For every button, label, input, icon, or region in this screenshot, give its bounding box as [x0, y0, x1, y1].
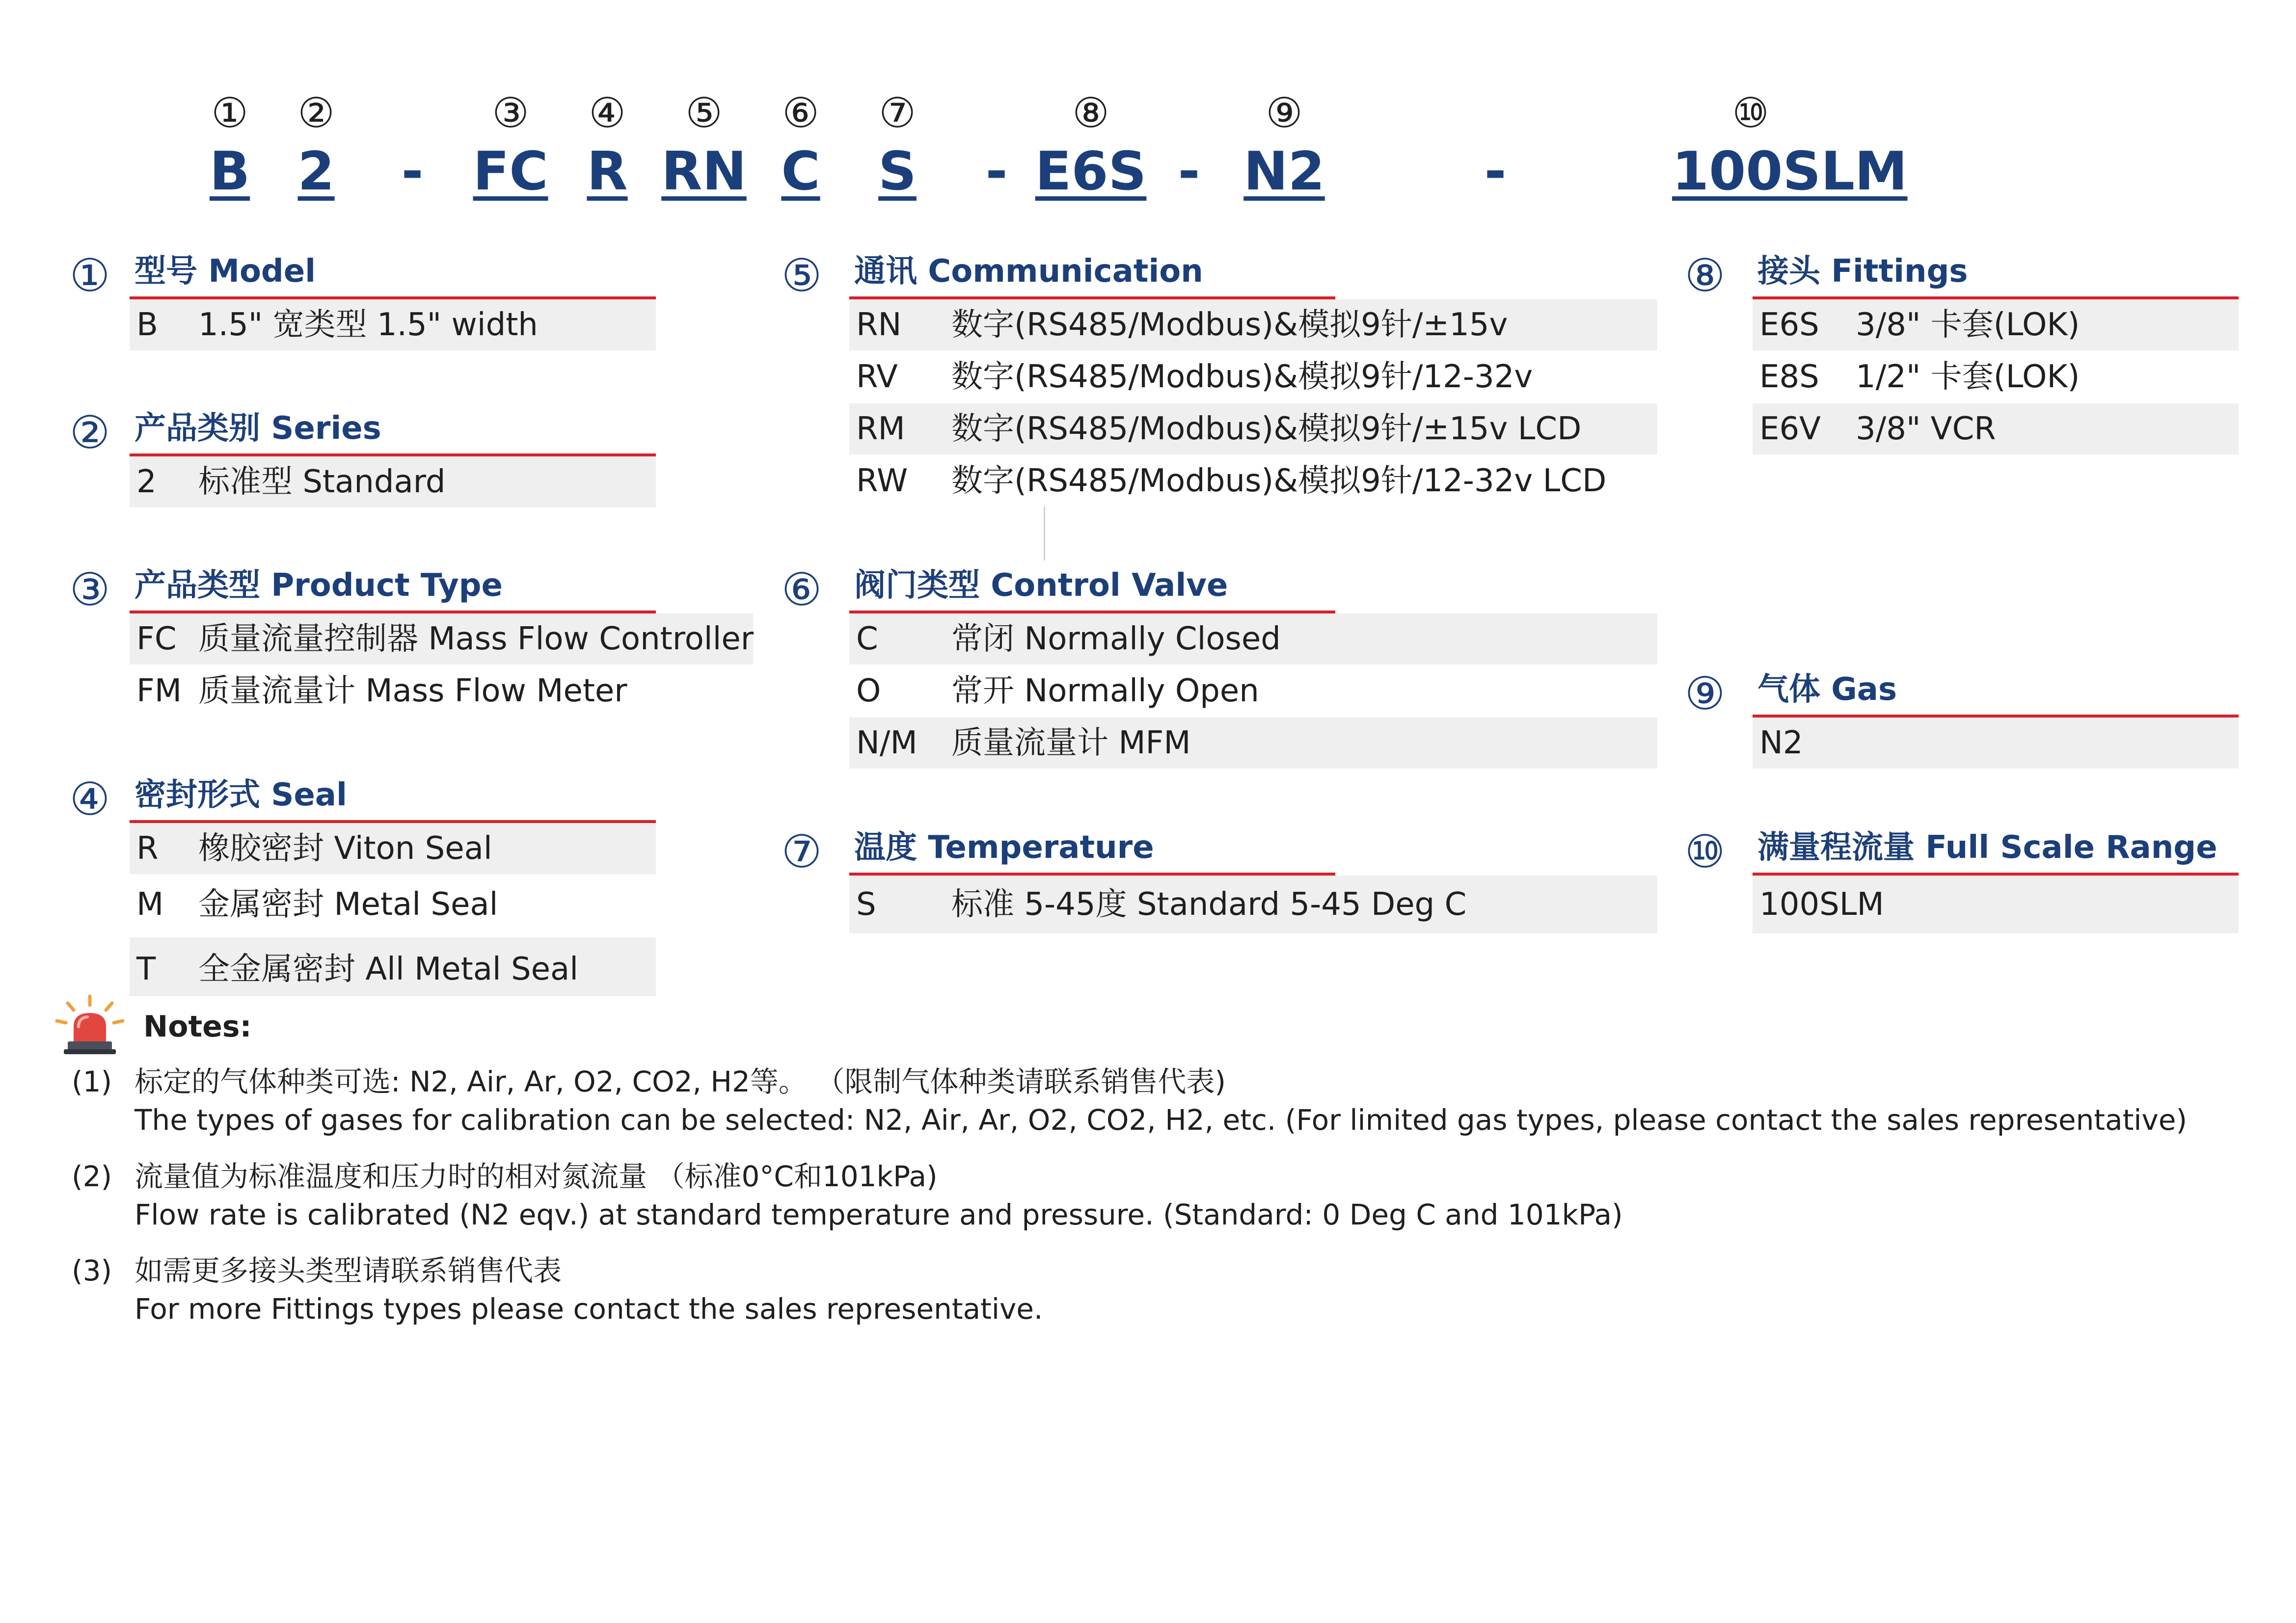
- table-row: [130, 613, 753, 665]
- row-desc: 标准 5-45度 Standard 5-45 Deg C: [951, 886, 1467, 923]
- row-desc: 1.5" 宽类型 1.5" width: [198, 307, 538, 343]
- row-code: E8S: [1759, 359, 1819, 395]
- code-number-7: ⑦: [879, 89, 916, 137]
- table-row: [1753, 403, 2239, 454]
- section-number: ③: [69, 563, 110, 616]
- section-title: 阀门类型 Control Valve: [854, 567, 1228, 604]
- section-title: 型号 Model: [135, 253, 316, 290]
- table-row: [130, 937, 656, 996]
- section-number: ⑧: [1684, 249, 1726, 302]
- row-desc: 数字(RS485/Modbus)&模拟9针/±15v: [951, 307, 1508, 343]
- section-number: ⑦: [781, 825, 822, 878]
- note-index: (1): [72, 1065, 112, 1098]
- table-row: [849, 455, 1657, 506]
- note-text-cn: 标定的气体种类可选: N2, Air, Ar, O2, CO2, H2等。 （限制气体种类请联系销售代表): [135, 1065, 1226, 1098]
- code-value-series: 2: [297, 141, 335, 202]
- table-row: [849, 403, 1657, 454]
- row-code: C: [856, 621, 878, 657]
- code-number-4: ④: [589, 89, 626, 137]
- table-row: [1753, 351, 2239, 402]
- note-text-en: The types of gases for calibration can be selected: N2, Air, Ar, O2, CO2, H2, etc. (For limited gas types, please contact the sales representative): [135, 1103, 2188, 1137]
- code-value-fittings: E6S: [1035, 141, 1147, 202]
- code-number-8: ⑧: [1072, 89, 1109, 137]
- code-dash: -: [401, 141, 424, 202]
- note-index: (3): [72, 1254, 112, 1287]
- code-number-3: ③: [492, 89, 529, 137]
- row-code: N/M: [856, 725, 918, 761]
- code-dash: -: [1484, 141, 1507, 202]
- row-code: B: [136, 307, 158, 343]
- code-number-9: ⑨: [1266, 89, 1303, 137]
- row-code: O: [856, 673, 881, 709]
- table-row: [849, 876, 1657, 933]
- code-number-10: ⑩: [1732, 89, 1769, 137]
- section-number: ⑩: [1684, 825, 1726, 878]
- row-code: R: [136, 830, 159, 867]
- section-number: ⑤: [781, 249, 822, 302]
- table-row: [849, 613, 1657, 665]
- code-value-product-type: FC: [473, 141, 548, 202]
- section-title: 满量程流量 Full Scale Range: [1757, 829, 2217, 866]
- row-code: N2: [1759, 725, 1803, 761]
- row-desc: 标准型 Standard: [198, 464, 446, 500]
- code-number-5: ⑤: [685, 89, 723, 137]
- row-code: FM: [136, 673, 182, 709]
- table-row: [130, 456, 656, 507]
- row-code: RM: [856, 411, 905, 447]
- table-row: [849, 299, 1657, 350]
- code-value-gas: N2: [1243, 141, 1325, 202]
- table-row: [849, 665, 1657, 717]
- row-desc: 3/8" VCR: [1856, 411, 1996, 447]
- row-code: RN: [856, 307, 902, 343]
- section-number: ⑥: [781, 563, 822, 616]
- note-index: (2): [72, 1160, 112, 1193]
- row-desc: 1/2" 卡套(LOK): [1856, 359, 2080, 395]
- section-title: 气体 Gas: [1757, 671, 1897, 708]
- section-title: 密封形式 Seal: [135, 777, 347, 813]
- row-code: T: [136, 951, 156, 987]
- section-title: 温度 Temperature: [854, 829, 1154, 866]
- section-number: ②: [69, 406, 110, 459]
- code-dash: -: [1178, 141, 1200, 202]
- code-value-valve: C: [781, 141, 820, 202]
- row-code: S: [856, 886, 876, 923]
- table-row: [849, 718, 1657, 769]
- section-number: ④: [69, 773, 110, 825]
- table-row: [130, 665, 753, 717]
- code-value-seal: R: [587, 141, 628, 202]
- divider: [1044, 506, 1045, 560]
- row-desc: 质量流量计 Mass Flow Meter: [198, 673, 627, 709]
- note-text-cn: 如需更多接头类型请联系销售代表: [135, 1254, 562, 1287]
- row-desc: 数字(RS485/Modbus)&模拟9针/12-32v LCD: [951, 463, 1607, 499]
- row-code: 2: [136, 464, 157, 500]
- table-row: [130, 823, 656, 874]
- note-text-en: Flow rate is calibrated (N2 eqv.) at standard temperature and pressure. (Standard: 0 Deg C and 101kPa): [135, 1198, 1623, 1231]
- row-desc: 金属密封 Metal Seal: [198, 886, 498, 923]
- row-desc: 质量流量控制器 Mass Flow Controller: [198, 621, 754, 657]
- code-number-1: ①: [211, 89, 248, 137]
- row-desc: 全金属密封 All Metal Seal: [198, 951, 579, 987]
- code-number-6: ⑥: [782, 89, 819, 137]
- note-text-cn: 流量值为标准温度和压力时的相对氮流量 （标准0°C和101kPa): [135, 1160, 938, 1193]
- table-row: [130, 879, 656, 930]
- code-number-2: ②: [297, 89, 335, 137]
- table-row: [1753, 876, 2239, 933]
- code-value-communication: RN: [661, 141, 747, 202]
- row-desc: 橡胶密封 Viton Seal: [198, 830, 492, 867]
- row-code: E6V: [1759, 411, 1821, 447]
- table-row: [849, 351, 1657, 402]
- row-code: FC: [136, 621, 177, 657]
- row-desc: 数字(RS485/Modbus)&模拟9针/±15v LCD: [951, 411, 1582, 447]
- row-desc: 常开 Normally Open: [951, 673, 1259, 709]
- notes-title: Notes:: [143, 1010, 252, 1044]
- note-text-en: For more Fittings types please contact the sales representative.: [135, 1292, 1043, 1326]
- row-code: RV: [856, 359, 898, 395]
- alarm-light-icon: [53, 992, 127, 1056]
- section-title: 接头 Fittings: [1757, 253, 1968, 290]
- section-number: ⑨: [1684, 667, 1726, 720]
- code-dash: -: [985, 141, 1008, 202]
- section-title: 产品类型 Product Type: [135, 567, 503, 604]
- code-value-temperature: S: [878, 141, 917, 202]
- row-code: RW: [856, 463, 908, 499]
- table-row: [130, 299, 656, 350]
- table-row: [1753, 299, 2239, 350]
- section-number: ①: [69, 249, 110, 302]
- row-desc: 3/8" 卡套(LOK): [1856, 307, 2080, 343]
- code-value-model: B: [209, 141, 250, 202]
- row-desc: 数字(RS485/Modbus)&模拟9针/12-32v: [951, 359, 1533, 395]
- row-code: 100SLM: [1759, 886, 1884, 923]
- row-desc: 常闭 Normally Closed: [951, 621, 1281, 657]
- row-code: E6S: [1759, 307, 1819, 343]
- section-title: 产品类别 Series: [135, 410, 381, 447]
- table-row: [1753, 718, 2239, 769]
- row-code: M: [136, 886, 164, 923]
- section-title: 通讯 Communication: [854, 253, 1203, 290]
- row-desc: 质量流量计 MFM: [951, 725, 1191, 761]
- code-value-full-scale: 100SLM: [1672, 141, 1908, 202]
